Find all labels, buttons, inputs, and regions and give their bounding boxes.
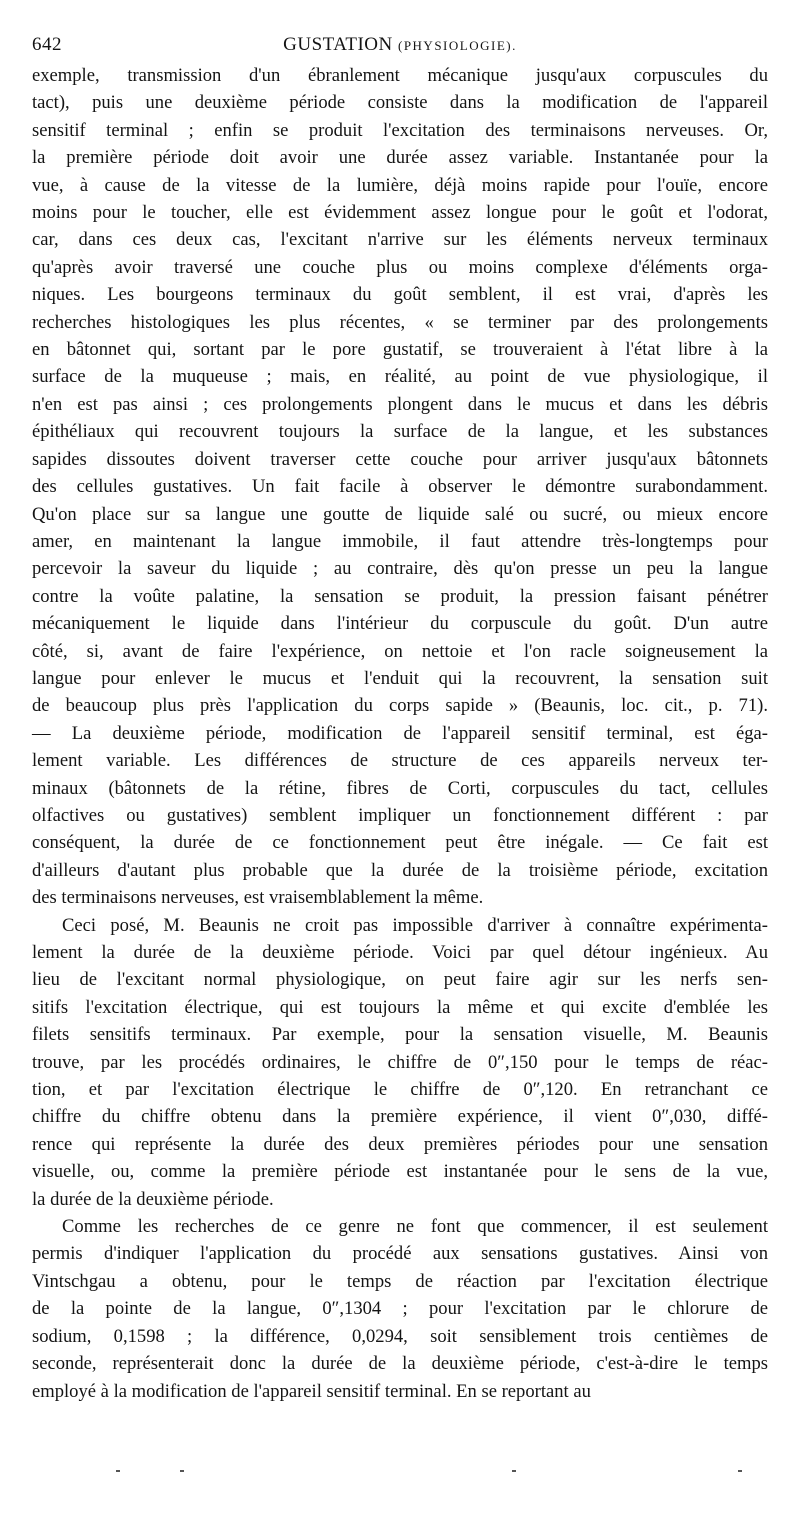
page-number: 642 xyxy=(32,34,62,55)
paragraph xyxy=(32,912,768,1213)
text-line: d'ailleurs d'autant plus probable que la durée de la troisième période, excitation xyxy=(32,859,768,881)
text-line: lieu de l'excitant normal physiologique, on peut faire agir sur les nerfs sen- xyxy=(32,969,768,991)
text-line: filets sensitifs terminaux. Par exemple, pour la sensation visuelle, M. Beaunis xyxy=(32,1024,768,1046)
text-line: percevoir la saveur du liquide ; au contraire, dès qu'on presse un peu la langue xyxy=(32,558,768,580)
paragraph xyxy=(32,62,768,912)
text-line: — La deuxième période, modification de l'appareil sensitif terminal, est éga- xyxy=(32,722,768,744)
text-line: tion, et par l'excitation électrique le chiffre de 0″,120. En retranchant ce xyxy=(32,1079,768,1101)
document-page xyxy=(32,34,768,1405)
text-line: chiffre du chiffre obtenu dans la première expérience, il vient 0″,030, diffé- xyxy=(32,1106,768,1128)
text-line: langue pour enlever le mucus et l'enduit qui la recouvrent, la sensation suit xyxy=(32,667,768,689)
text-line: des cellules gustatives. Un fait facile à observer le démontre surabondamment. xyxy=(32,476,768,498)
text-line: la durée de la deuxième période. xyxy=(32,1188,274,1210)
running-title-subtitle: (PHYSIOLOGIE). xyxy=(397,38,517,53)
running-header xyxy=(32,34,768,60)
text-line: de beaucoup plus près l'application du corps sapide » (Beaunis, loc. cit., p. 71). xyxy=(32,695,768,717)
text-line: contre la voûte palatine, la sensation se produit, la pression faisant pénétrer xyxy=(32,585,768,607)
ink-mark xyxy=(738,1470,742,1472)
text-line: amer, en maintenant la langue immobile, il faut attendre très-longtemps pour xyxy=(32,530,768,552)
text-line: sensitif terminal ; enfin se produit l'excitation des terminaisons nerveuses. Or, xyxy=(32,119,768,141)
text-line: permis d'indiquer l'application du procédé aux sensations gustatives. Ainsi von xyxy=(32,1243,768,1265)
text-line: minaux (bâtonnets de la rétine, fibres de Corti, corpuscules du tact, cellules xyxy=(32,777,768,799)
text-line: Vintschgau a obtenu, pour le temps de réaction par l'excitation électrique xyxy=(32,1270,768,1292)
text-line: Ceci posé, M. Beaunis ne croit pas impossible d'arriver à connaître expérimenta- xyxy=(62,914,768,936)
text-line: trouve, par les procédés ordinaires, le chiffre de 0″,150 pour le temps de réac- xyxy=(32,1051,768,1073)
ink-mark xyxy=(180,1470,184,1472)
text-line: qu'après avoir traversé une couche plus ou moins complexe d'éléments orga- xyxy=(32,256,768,278)
bottom-margin-marks xyxy=(32,1470,768,1478)
text-line: recherches histologiques les plus récentes, « se terminer par des prolongements xyxy=(32,311,768,333)
text-line: seconde, représenterait donc la durée de la deuxième période, c'est-à-dire le temps xyxy=(32,1353,768,1375)
text-line: en bâtonnet qui, sortant par le pore gustatif, se trouveraient à l'état libre à la xyxy=(32,339,768,361)
text-line: exemple, transmission d'un ébranlement mécanique jusqu'aux corpuscules du xyxy=(32,65,768,86)
text-line: sitifs l'excitation électrique, qui est toujours la même et qui excite d'emblée les xyxy=(32,996,768,1018)
text-line: épithéliaux qui recouvrent toujours la surface de la langue, et les substances xyxy=(32,421,768,443)
running-title xyxy=(32,34,768,56)
body-text xyxy=(32,62,768,1405)
text-line: olfactives ou gustatives) semblent impliquer un fonctionnement différent : par xyxy=(32,804,768,826)
ink-mark xyxy=(116,1470,120,1472)
text-line: visuelle, ou, comme la première période est instantanée pour le sens de la vue, xyxy=(32,1161,768,1183)
text-line: vue, à cause de la vitesse de la lumière, déjà moins rapide pour l'ouïe, encore xyxy=(32,174,768,196)
text-line: de la pointe de la langue, 0″,1304 ; pour l'excitation par le chlorure de xyxy=(32,1298,768,1320)
text-line: tact), puis une deuxième période consiste dans la modification de l'appareil xyxy=(32,92,768,114)
text-line: n'en est pas ainsi ; ces prolongements plongent dans le mucus et dans les débris xyxy=(32,393,768,415)
text-line: Comme les recherches de ce genre ne font que commencer, il est seulement xyxy=(62,1216,768,1238)
text-line: car, dans ces deux cas, l'excitant n'arrive sur les éléments nerveux terminaux xyxy=(32,229,768,251)
text-line: la première période doit avoir une durée assez variable. Instantanée pour la xyxy=(32,147,768,169)
paragraph xyxy=(32,1213,768,1405)
text-line: lement variable. Les différences de structure de ces appareils nerveux ter- xyxy=(32,750,768,772)
text-line: surface de la muqueuse ; mais, en réalité, au point de vue physiologique, il xyxy=(32,366,768,388)
text-line: conséquent, la durée de ce fonctionnement peut être inégale. — Ce fait est xyxy=(32,832,768,854)
text-line: niques. Les bourgeons terminaux du goût semblent, il est vrai, d'après les xyxy=(32,284,768,306)
text-line: côté, si, avant de faire l'expérience, on nettoie et l'on racle soigneusement la xyxy=(32,640,768,662)
text-line: moins pour le toucher, elle est évidemment assez longue pour le goût et l'odorat, xyxy=(32,202,768,224)
text-line: sapides dissoutes doivent traverser cette couche pour arriver jusqu'aux bâtonnets xyxy=(32,448,768,470)
text-line: rence qui représente la durée des deux premières périodes pour une sensation xyxy=(32,1133,768,1155)
text-line: lement la durée de la deuxième période. Voici par quel détour ingénieux. Au xyxy=(32,942,768,963)
ink-mark xyxy=(512,1470,516,1472)
text-line: sodium, 0,1598 ; la différence, 0,0294, soit sensiblement trois centièmes de xyxy=(32,1325,768,1347)
text-line: des terminaisons nerveuses, est vraisemblablement la même. xyxy=(32,887,484,909)
text-line: Qu'on place sur sa langue une goutte de liquide salé ou sucré, ou mieux encore xyxy=(32,503,768,525)
text-line: employé à la modification de l'appareil sensitif terminal. En se reportant au xyxy=(32,1380,591,1402)
text-line: mécaniquement le liquide dans l'intérieur du corpuscule du goût. D'un autre xyxy=(32,613,768,635)
running-title-main: GUSTATION xyxy=(283,34,393,55)
